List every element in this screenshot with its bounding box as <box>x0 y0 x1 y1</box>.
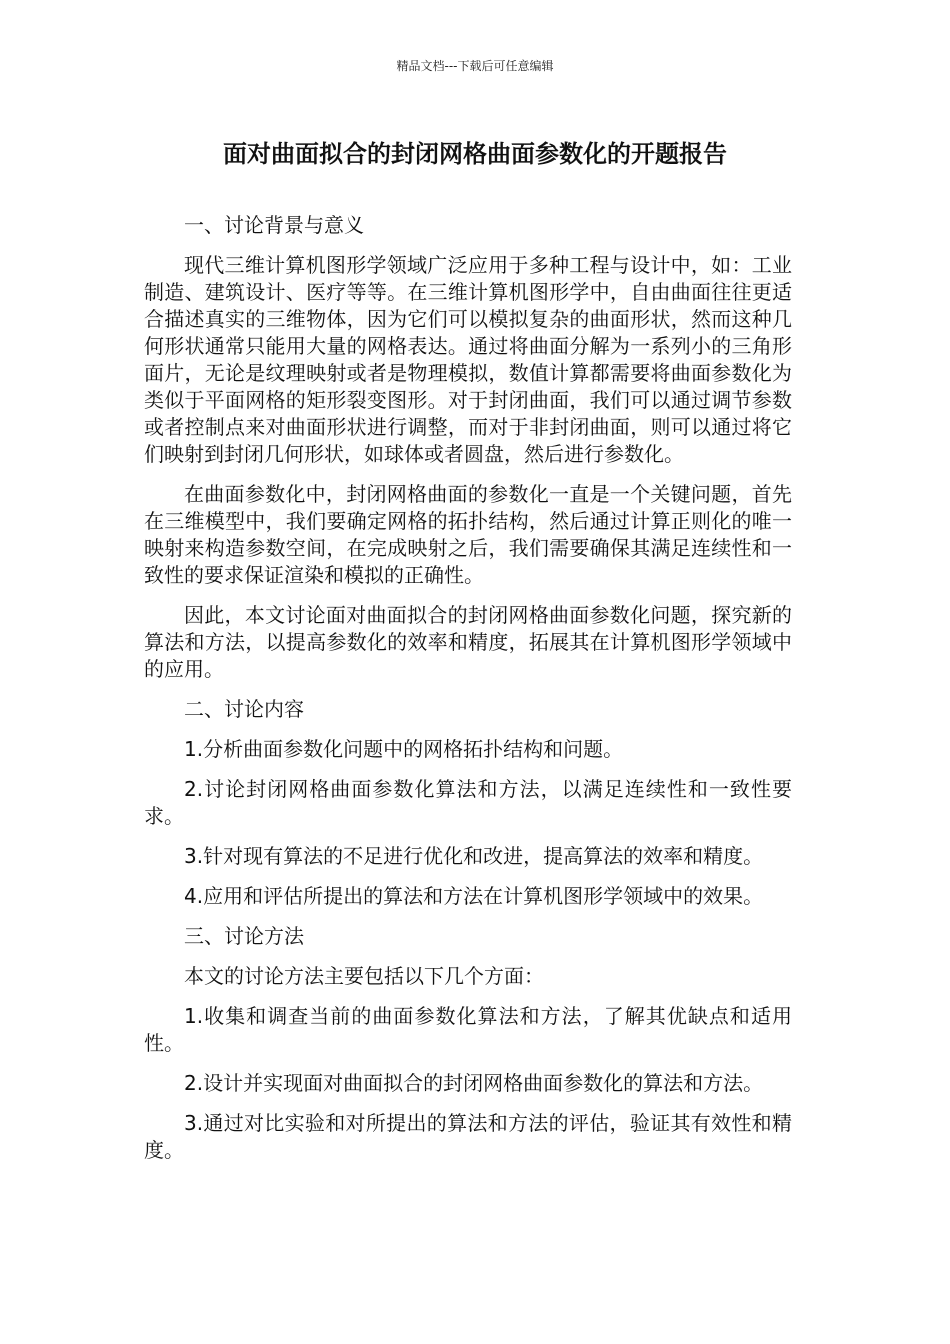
methods-item-3: 3.通过对比实验和对所提出的算法和方法的评估，验证其有效性和精度。 <box>144 1111 792 1162</box>
methods-item-2: 2.设计并实现面对曲面拟合的封闭网格曲面参数化的算法和方法。 <box>184 1071 764 1095</box>
document-body <box>144 212 792 1177</box>
section-heading-methods: 三、讨论方法 <box>184 924 304 948</box>
section-heading-content: 二、讨论内容 <box>184 697 304 721</box>
methods-item-1: 1.收集和调查当前的曲面参数化算法和方法，了解其优缺点和适用性。 <box>144 1004 792 1055</box>
page-header: 精品文档---下载后可任意编辑 <box>396 59 554 73</box>
paragraph-background-2: 在曲面参数化中，封闭网格曲面的参数化一直是一个关键问题，首先在三维模型中，我们要确定网格的拓扑结构，然后通过计算正则化的唯一映射来构造参数空间，在完成映射之后，我们需要确保其满足连续性和一致性的要求保证渲染和模拟的正确性。 <box>144 482 792 587</box>
section-heading-background: 一、讨论背景与意义 <box>184 213 364 237</box>
methods-intro: 本文的讨论方法主要包括以下几个方面： <box>184 964 544 988</box>
document-title: 面对曲面拟合的封闭网格曲面参数化的开题报告 <box>223 140 727 168</box>
content-item-4: 4.应用和评估所提出的算法和方法在计算机图形学领域中的效果。 <box>184 884 764 908</box>
content-item-3: 3.针对现有算法的不足进行优化和改进，提高算法的效率和精度。 <box>184 844 764 868</box>
content-item-2: 2.讨论封闭网格曲面参数化算法和方法，以满足连续性和一致性要求。 <box>144 777 792 828</box>
content-item-1: 1.分析曲面参数化问题中的网格拓扑结构和问题。 <box>184 737 624 761</box>
paragraph-background-3: 因此，本文讨论面对曲面拟合的封闭网格曲面参数化问题，探究新的算法和方法，以提高参数化的效率和精度，拓展其在计算机图形学领域中的应用。 <box>144 603 792 681</box>
paragraph-background-1: 现代三维计算机图形学领域广泛应用于多种工程与设计中，如：工业制造、建筑设计、医疗等等。在三维计算机图形学中，自由曲面往往更适合描述真实的三维物体，因为它们可以模拟复杂的曲面形状，然而这种几何形状通常只能用大量的网格表达。通过将曲面分解为一系列小的三角形面片，无论是纹理映射或者是物理模拟，数值计算都需要将曲面参数化为类似于平面网格的矩形裂变图形。对于封闭曲面，我们可以通过调节参数或者控制点来对曲面形状进行调整，而对于非封闭曲面，则可以通过将它们映射到封闭几何形状，如球体或者圆盘，然后进行参数化。 <box>144 253 792 466</box>
